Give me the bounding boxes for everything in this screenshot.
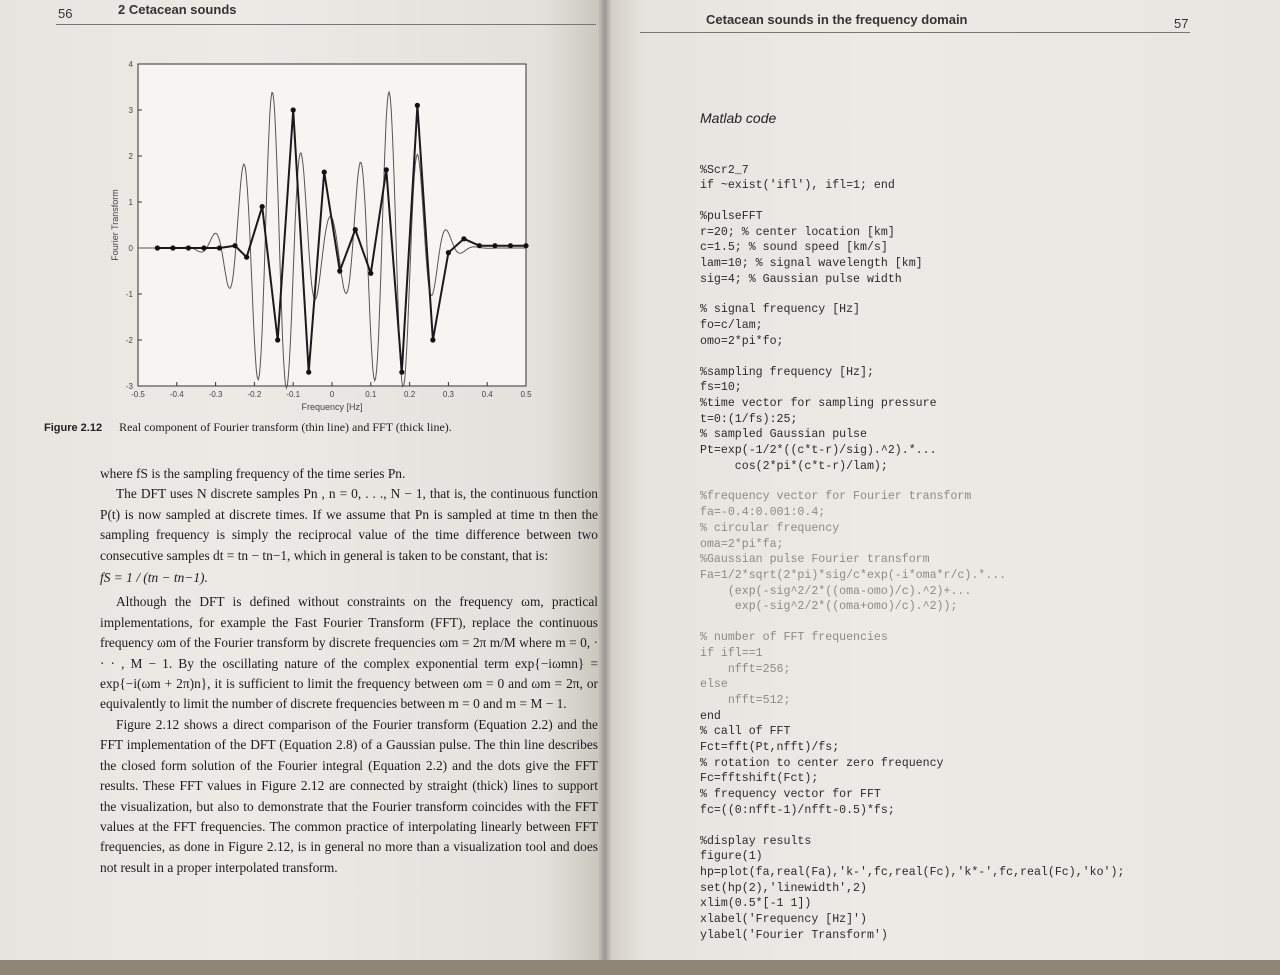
code-line: % rotation to center zero frequency — [700, 756, 944, 770]
code-line: c=1.5; % sound speed [km/s] — [700, 241, 888, 255]
running-head-left: 2 Cetacean sounds — [118, 2, 237, 17]
code-line: cos(2*pi*(c*t-r)/lam); — [700, 459, 888, 473]
code-line: %time vector for sampling pressure — [700, 396, 937, 410]
code-line: figure(1) — [700, 850, 763, 864]
code-line: r=20; % center location [km] — [700, 225, 895, 239]
fft-point — [353, 227, 358, 232]
y-tick-label: 0 — [128, 244, 133, 253]
code-line: %Gaussian pulse Fourier transform — [700, 553, 930, 567]
code-line: Fc=fftshift(Fct); — [700, 772, 819, 786]
running-head-right: Cetacean sounds in the frequency domain — [706, 12, 968, 27]
code-line — [700, 287, 1260, 302]
fft-point — [461, 236, 466, 241]
fft-point — [415, 103, 420, 108]
x-tick-label: -0.1 — [286, 390, 301, 399]
fft-point — [337, 268, 342, 273]
fft-point — [155, 245, 160, 250]
code-line: nfft=256; — [700, 662, 791, 676]
fft-point — [186, 245, 191, 250]
fourier-chart — [108, 54, 538, 414]
caption-number: Figure 2.12 — [44, 422, 103, 434]
fft-point — [368, 271, 373, 276]
code-line: omo=2*pi*fo; — [700, 334, 784, 348]
code-line: t=0:(1/fs):25; — [700, 412, 798, 426]
code-line: fo=c/lam; — [700, 319, 763, 333]
x-tick-label: 0.4 — [481, 390, 493, 399]
paragraph-2: The DFT uses N discrete samples Pn , n = 0, . . ., N − 1, that is, the continuous function P(t) is now sampled at discrete times. If we assume that Pn is sampled at time tn then the sampling frequency is simply the reciprocal value of the time difference between two consecutive samples dt = tn − tn−1, which in general is taken to be constant, that is: — [100, 486, 598, 563]
x-tick-label: 0.2 — [404, 390, 416, 399]
code-line: ylabel('Fourier Transform') — [700, 928, 888, 942]
y-tick-label: 2 — [128, 152, 133, 161]
code-line: % circular frequency — [700, 521, 840, 535]
code-line: Fct=fft(Pt,nfft)/fs; — [700, 741, 840, 755]
y-tick-label: 1 — [128, 198, 133, 207]
code-line: % call of FFT — [700, 725, 791, 739]
code-line: Pt=exp(-1/2*((c*t-r)/sig).^2).*... — [700, 444, 937, 458]
fft-point — [430, 337, 435, 342]
fft-point — [492, 243, 497, 248]
x-tick-label: -0.5 — [131, 390, 145, 399]
code-line: fa=-0.4:0.001:0.4; — [700, 506, 826, 520]
code-line: fs=10; — [700, 381, 742, 395]
code-line — [700, 350, 1260, 365]
fft-point — [384, 167, 389, 172]
code-line: nfft=512; — [700, 693, 791, 707]
code-line — [700, 194, 1260, 209]
y-tick-label: -2 — [125, 336, 133, 345]
fft-point — [306, 370, 311, 375]
y-axis-label: Fourier Transform — [110, 189, 120, 261]
code-line: (exp(-sig^2/2*((oma-omo)/c).^2)+... — [700, 584, 972, 598]
code-line: % number of FFT frequencies — [700, 631, 888, 645]
code-line: %Scr2_7 — [700, 163, 749, 177]
code-line: xlim(0.5*[-1 1]) — [700, 897, 812, 911]
code-line: if ifl==1 — [700, 646, 763, 660]
code-line: %frequency vector for Fourier transform — [700, 490, 972, 504]
fft-point — [477, 243, 482, 248]
fft-point — [217, 245, 222, 250]
fft-point — [260, 204, 265, 209]
code-line: %sampling frequency [Hz]; — [700, 365, 874, 379]
body-text — [100, 464, 598, 878]
book-gutter — [598, 0, 612, 960]
page-number-left: 56 — [58, 6, 73, 21]
caption-text: Real component of Fourier transform (thin line) and FFT (thick line). — [119, 420, 452, 434]
fft-point — [232, 243, 237, 248]
y-tick-label: 4 — [128, 60, 133, 69]
code-line — [700, 474, 1260, 489]
code-line: end — [700, 709, 721, 723]
code-line: lam=10; % signal wavelength [km] — [700, 257, 923, 271]
fft-point — [508, 243, 513, 248]
code-line: xlabel('Frequency [Hz]') — [700, 913, 867, 927]
y-tick-label: 3 — [128, 106, 133, 115]
fft-point — [275, 337, 280, 342]
code-line: if ~exist('ifl'), ifl=1; end — [700, 179, 895, 193]
left-page — [0, 0, 604, 960]
code-line: set(hp(2),'linewidth',2) — [700, 881, 867, 895]
fft-point — [523, 243, 528, 248]
y-tick-label: -1 — [125, 290, 133, 299]
figure-caption — [44, 420, 564, 435]
code-line: Fa=1/2*sqrt(2*pi)*sig/c*exp(-i*oma*r/c).*... — [700, 568, 1007, 582]
x-tick-label: -0.4 — [169, 390, 184, 399]
sampling-formula: fS = 1 / (tn − tn−1). — [100, 570, 208, 586]
code-line: % signal frequency [Hz] — [700, 303, 861, 317]
fft-point — [322, 170, 327, 175]
y-tick-label: -3 — [125, 382, 133, 391]
code-title: Matlab code — [700, 110, 777, 127]
x-tick-label: 0.5 — [520, 390, 532, 399]
x-tick-label: -0.2 — [247, 390, 262, 399]
fft-point — [201, 245, 206, 250]
header-rule-right — [640, 32, 1190, 33]
code-line: %display results — [700, 834, 812, 848]
x-tick-label: 0.3 — [442, 390, 454, 399]
code-line: % frequency vector for FFT — [700, 788, 881, 802]
paragraph-1: where fS is the sampling frequency of the time series Pn. — [100, 466, 406, 481]
code-line: %pulseFFT — [700, 209, 763, 223]
fft-point — [244, 255, 249, 260]
code-line: else — [700, 678, 728, 692]
code-line: exp(-sig^2/2*((oma+omo)/c).^2)); — [700, 600, 958, 614]
page-number-right: 57 — [1174, 16, 1189, 31]
matlab-code-block — [700, 80, 1260, 975]
paragraph-3: Although the DFT is defined without constraints on the frequency ωm, practical implementations, for example the Fast Fourier Transform (FFT), replace the continuous frequency ωm of the Fourier transform by discrete frequencies ωm = 2π m/M where m = 0, · · · , M − 1. By the oscillating nature of the complex exponential term exp{−iωmn} = exp{−i(ωm + 2π)n}, it is sufficient to limit the frequency between ωm = 0 and ωm = 2π, or equivalently to limit the number of discrete frequencies between m = 0 and m = M − 1. — [100, 594, 598, 712]
code-line: hp=plot(fa,real(Fa),'k-',fc,real(Fc),'k*-',fc,real(Fc),'ko'); — [700, 865, 1125, 879]
fft-point — [170, 245, 175, 250]
figure-2-12 — [108, 54, 538, 414]
fft-point — [446, 250, 451, 255]
x-axis-label: Frequency [Hz] — [301, 402, 363, 412]
code-line — [700, 615, 1260, 630]
fft-point — [291, 107, 296, 112]
header-rule-left — [56, 24, 596, 25]
paragraph-4: Figure 2.12 shows a direct comparison of the Fourier transform (Equation 2.2) and the FFT implementation of the DFT (Equation 2.8) of a Gaussian pulse. The thin line describes the closed form solution of the Fourier integral (Equation 2.2) and the dots give the FFT results. These FFT values in Figure 2.12 are connected by straight (thick) lines to support the visualization, but also to demonstrate that the Fourier transform coincides with the FFT values at the FFT frequencies. The common practice of interpolating linearly between FFT frequencies, as done in Figure 2.12, is in general no more than a visualization tool and does not result in a proper interpolated transform. — [100, 716, 598, 875]
fft-point — [399, 370, 404, 375]
code-line: sig=4; % Gaussian pulse width — [700, 272, 902, 286]
code-lines — [700, 163, 1260, 944]
code-line — [700, 819, 1260, 834]
code-line: oma=2*pi*fa; — [700, 537, 784, 551]
code-line: % sampled Gaussian pulse — [700, 428, 867, 442]
code-line: fc=((0:nfft-1)/nfft-0.5)*fs; — [700, 803, 895, 817]
x-tick-label: -0.3 — [208, 390, 223, 399]
x-tick-label: 0.1 — [365, 390, 377, 399]
x-tick-label: 0 — [329, 390, 335, 399]
